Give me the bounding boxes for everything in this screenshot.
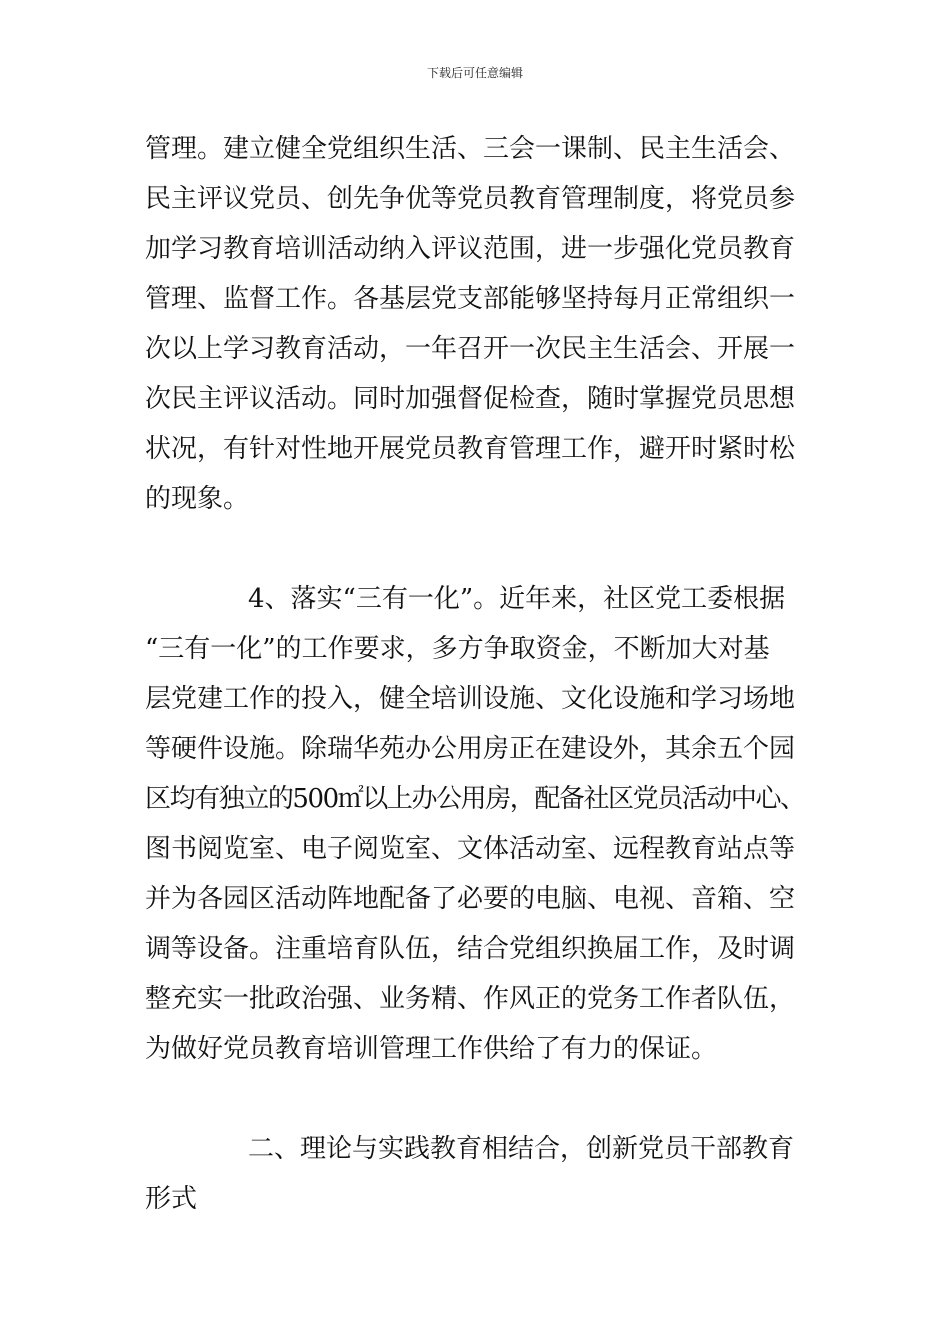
paragraph-2-line-6: 图书阅览室、电子阅览室、文体活动室、远程教育站点等 (145, 834, 796, 864)
paragraph-1-line-2: 民主评议党员、创先争优等党员教育管理制度，将党员参 (145, 184, 796, 214)
paragraph-1-line-7: 状况，有针对性地开展党员教育管理工作，避开时紧时松 (145, 434, 796, 464)
paragraph-2-line-3: 层党建工作的投入，健全培训设施、文化设施和学习场地 (145, 684, 796, 714)
paragraph-2-line-10: 为做好党员教育培训管理工作供给了有力的保证。 (145, 1034, 718, 1064)
paragraph-1-line-4: 管理、监督工作。各基层党支部能够坚持每月正常组织一 (145, 284, 796, 314)
paragraph-2-line-2: “三有一化”的工作要求，多方争取资金，不断加大对基 (145, 634, 770, 664)
paragraph-2-line-7: 并为各园区活动阵地配备了必要的电脑、电视、音箱、空 (145, 884, 796, 914)
paragraph-2-line-8: 调等设备。注重培育队伍，结合党组织换届工作，及时调 (145, 934, 796, 964)
paragraph-2-line-5: 区均有独立的500㎡以上办公用房，配备社区党员活动中心、 (145, 784, 805, 814)
section-heading-line-2: 形式 (145, 1184, 198, 1214)
section-heading-line-1: 二、理论与实践教育相结合，创新党员干部教育 (248, 1134, 795, 1164)
paragraph-2-line-1: 4、落实“三有一化”。近年来，社区党工委根据 (248, 584, 786, 614)
paragraph-2-line-4: 等硬件设施。除瑞华苑办公用房正在建设外，其余五个园 (145, 734, 796, 764)
paragraph-1-line-6: 次民主评议活动。同时加强督促检查，随时掌握党员思想 (145, 384, 796, 414)
paragraph-1-line-1: 管理。建立健全党组织生活、三会一课制、民主生活会、 (145, 134, 796, 164)
paragraph-1-line-8: 的现象。 (145, 484, 250, 514)
paragraph-1-line-5: 次以上学习教育活动，一年召开一次民主生活会、开展一 (145, 334, 796, 364)
page-header: 下载后可任意编辑 (426, 66, 523, 80)
paragraph-2-line-9: 整充实一批政治强、业务精、作风正的党务工作者队伍， (145, 984, 796, 1014)
paragraph-1-line-3: 加学习教育培训活动纳入评议范围，进一步强化党员教育 (145, 234, 796, 264)
